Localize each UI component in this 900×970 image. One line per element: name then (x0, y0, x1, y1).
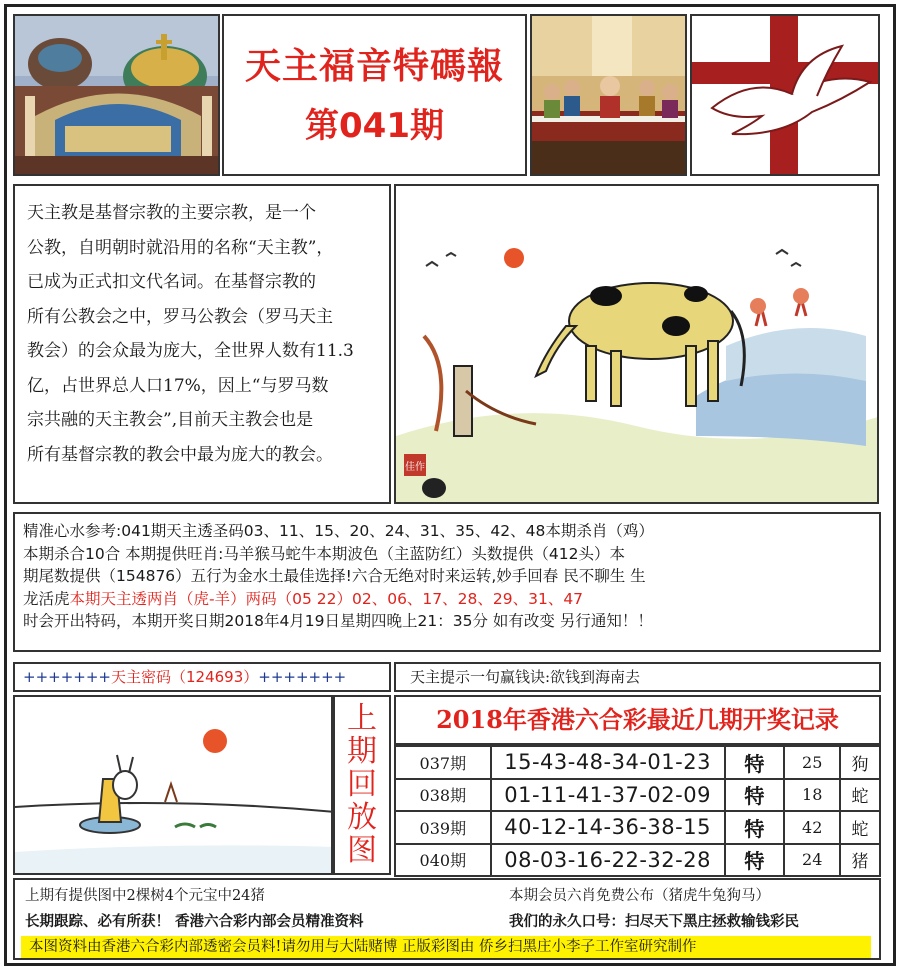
special-number: 42 (784, 811, 840, 844)
secret-code-bar (13, 662, 391, 692)
footer-last-issue-note: 上期有提供图中2棵树4个元宝中24猪 (25, 888, 265, 904)
intro-line: 天主教是基督宗教的主要宗教，是一个 (27, 203, 316, 223)
intro-line: 教会）的会众最为庞大，全世界人数有11.3 (27, 341, 354, 361)
intro-paragraph (13, 184, 391, 504)
replay-char: 图 (347, 832, 377, 868)
results-table (394, 745, 881, 877)
special-marker: 特 (725, 811, 785, 844)
replay-char: 放 (347, 799, 377, 835)
cross-dove-image (690, 14, 880, 176)
intro-line: 宗共融的天主教会”,目前天主教会也是 (27, 410, 314, 430)
cow-badge: 佳作 (405, 462, 425, 473)
ref-line: 精准心水参考:041期天主透圣码03、11、15、20、24、31、35、42、48本期杀肖（鸡） (23, 522, 654, 540)
hint-bar: 天主提示一句赢钱诀:欲钱到海南去 (394, 662, 881, 692)
footer (13, 878, 881, 960)
period-cell: 040期 (395, 844, 491, 877)
replay-char: 回 (347, 766, 377, 802)
reference-block (13, 512, 881, 652)
footer-disclaimer: 本图资料由香港六合彩内部透密会员料!请勿用与大陆赌博 正版彩图由 侨乡扫黑庄小李子工作室研究制作 (21, 936, 871, 958)
secret-label: 天主密码（124693） (110, 668, 259, 686)
special-number: 25 (784, 746, 840, 779)
period-cell: 039期 (395, 811, 491, 844)
issue-number: 第041期 (305, 106, 444, 146)
secret-prefix: +++++++ (23, 668, 111, 686)
secret-suffix: +++++++ (258, 668, 347, 686)
footer-member-zodiac: 本期会员六肖免费公布（猪虎牛兔狗马） (509, 888, 770, 904)
page-title: 天主福音特碼報 (244, 46, 504, 87)
ref-line-4-highlight: 本期天主透两肖（虎-羊）两码（05 22）02、06、17、28、29、31、47 (69, 589, 584, 608)
last-issue-replay-label (333, 695, 391, 875)
ref-line-4-start: 龙活虎 (23, 589, 70, 608)
numbers-cell: 01-11-41-37-02-09 (491, 779, 725, 812)
footer-motto: 我们的永久口号：扫尽天下黑庄拯救输钱彩民 (509, 913, 799, 930)
zodiac-cell: 猪 (840, 844, 880, 877)
special-marker: 特 (725, 844, 785, 877)
intro-line: 已成为正式扣文代名词。在基督宗教的 (27, 272, 316, 292)
rabbit-illustration (13, 695, 333, 875)
table-row (395, 746, 880, 779)
intro-line: 所有基督宗教的教会中最为庞大的教会。 (27, 444, 333, 465)
period-cell: 037期 (395, 746, 491, 779)
table-row (395, 811, 880, 844)
replay-char: 期 (347, 734, 377, 770)
ref-line: 期尾数提供（154876）五行为金水土最佳选择!六合无绝对时来运转,妙手回春 民不聊生 生 (23, 567, 646, 585)
zodiac-cell: 狗 (840, 746, 880, 779)
footer-tracking-slogan: 长期跟踪、必有所获！ 香港六合彩内部会员精准资料 (25, 913, 364, 930)
cow-illustration (394, 184, 879, 504)
table-row (395, 844, 880, 877)
special-number: 24 (784, 844, 840, 877)
ref-line: 时会开出特码，本期开奖日期2018年4月19日星期四晚上21：35分 如有改变 另行通知！！ (23, 612, 653, 630)
special-marker: 特 (725, 746, 785, 779)
ref-line-4 (23, 588, 871, 611)
replay-char: 上 (347, 701, 377, 737)
period-cell: 038期 (395, 779, 491, 812)
intro-line: 公教，自明朝时就沿用的名称“天主教”， (27, 237, 334, 258)
title-panel (222, 14, 527, 176)
intro-line: 所有公教会之中，罗马公教会（罗马天主 (27, 306, 333, 327)
results-title: 2018年香港六合彩最近几期开奖记录 (394, 695, 881, 745)
zodiac-cell: 蛇 (840, 779, 880, 812)
intro-line: 亿，占世界总人口17%，因上“与罗马数 (27, 375, 329, 396)
last-supper-image (530, 14, 687, 176)
numbers-cell: 40-12-14-36-38-15 (491, 811, 725, 844)
table-row (395, 779, 880, 812)
special-number: 18 (784, 779, 840, 812)
ref-line: 本期杀合10合 本期提供旺肖:马羊猴马蛇牛本期波色（主蓝防红）头数提供（412头）本 (23, 544, 625, 563)
zodiac-cell: 蛇 (840, 811, 880, 844)
church-dome-image (13, 14, 220, 176)
special-marker: 特 (725, 779, 785, 812)
numbers-cell: 15-43-48-34-01-23 (491, 746, 725, 779)
numbers-cell: 08-03-16-22-32-28 (491, 844, 725, 877)
